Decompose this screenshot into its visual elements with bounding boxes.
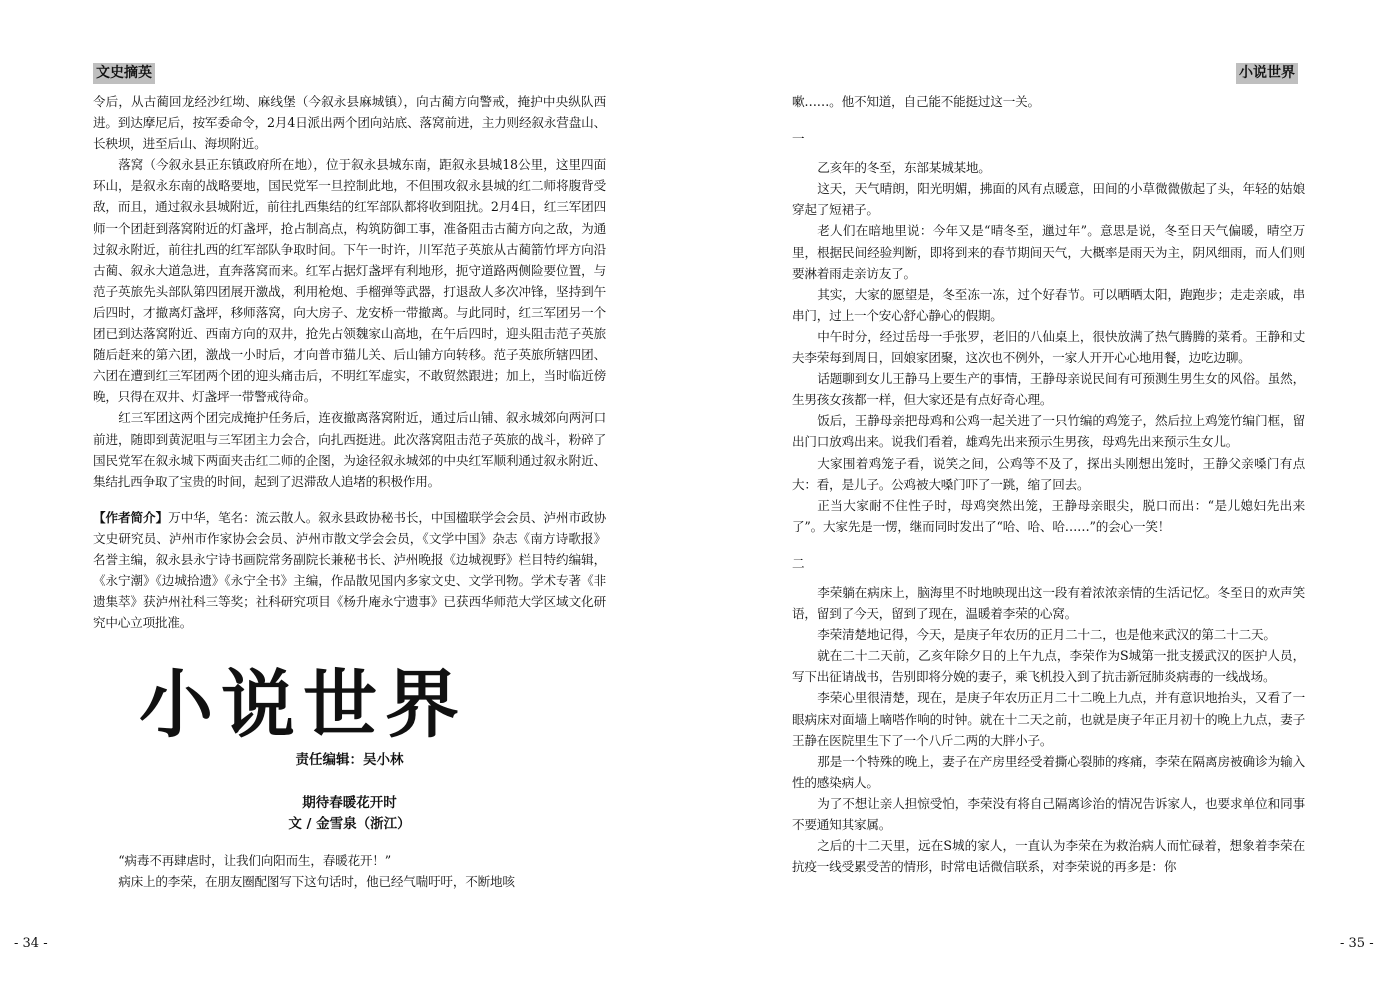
paragraph: 嗽……。他不知道，自己能不能挺过这一关。 [792, 94, 1040, 109]
editor-credit: 责任编辑：吴小林 [295, 752, 404, 768]
section-tag-left: 文史摘英 [93, 63, 155, 84]
paragraph: 其实，大家的愿望是，冬至冻一冻，过个好春节。可以晒晒太阳，跑跑步；走走亲戚，串串门，过上一个安心舒心静心的假期。 [792, 286, 1305, 323]
paragraph: 就在二十二天前，乙亥年除夕日的上午九点，李荣作为S城第一批支援武汉的医护人员，写下出征请战书，告别即将分娩的妻子，乘飞机投入到了抗击新冠肺炎病毒的一线战场。 [792, 648, 1305, 685]
paragraph: 红三军团这两个团完成掩护任务后，连夜撤离落窝附近，通过后山铺、叙永城郊向两河口前进，随即到黄泥咀与三军团主力会合，向扎西挺进。此次落窝阻击范子英旅的战斗，粉碎了国民党军在叙永城下两面夹击红二师的企图，为途径叙永城郊的中央红军顺利通过叙永附近、集结扎西争取了宝贵的时间，起到了迟滞敌人追堵的积极作用。 [93, 410, 606, 489]
column-logo [100, 662, 506, 746]
story-author: 文 / 金雪泉（浙江） [288, 816, 411, 832]
paragraph: “病毒不再肆虐时，让我们向阳而生，春暖花开！” [118, 853, 391, 868]
paragraph: 落窝（今叙永县正东镇政府所在地），位于叙永县城东南，距叙永县城18公里，这里四面环山，是叙永东南的战略要地，国民党军一旦控制此地，不但围攻叙永县城的红二师将腹背受敌，而且，通过叙永县城附近，前往扎西集结的红军部队都将收到阻扰。2月4日，红三军团四师一个团赶到落窝附近的灯盏坪，抢占制高点，构筑防御工事，准备阻击古蔺方向之敌，为通过叙永附近，前往扎西的红军部队争取时间。下午一时许，川军范子英旅从古蔺箭竹坪方向沿古蔺、叙永大道急进，直奔落窝而来。红军占据灯盏坪有利地形，扼守道路两侧险要位置，与范子英旅先头部队第四团展开激战，利用枪炮、手榴弹等武器，打退敌人多次冲锋，坚持到午后四时，才撤离灯盏坪，移师落窝，向大房子、龙安桥一带撤离。与此同时，红三军团另一个团已到达落窝附近、西南方向的双井，抢先占领魏家山高地，在午后四时，迎头阻击范子英旅随后赶来的第六团，激战一小时后，才向普市猫儿关、后山铺方向转移。范子英旅所辖四团、六团在遭到红三军团两个团的迎头痛击后，不明红军虚实，不敢贸然跟进；加上，当时临近傍晚，只得在双井、灯盏坪一带警戒待命。 [93, 157, 606, 405]
section-tag-right: 小说世界 [1236, 63, 1298, 84]
bio-label: 【作者简介】 [93, 509, 169, 525]
paragraph: 老人们在暗地里说：今年又是“晴冬至，邋过年”。意思是说，冬至日天气偏暖，晴空万里，根据民间经验判断，即将到来的春节期间天气，大概率是雨天为主，阴风细雨，而人们则要淋着雨走亲访友了。 [792, 223, 1305, 281]
story-title-block [93, 793, 606, 835]
paragraph: 话题聊到女儿王静马上要生产的事情，王静母亲说民间有可预测生男生女的风俗。虽然，生男孩女孩都一样，但大家还是有点好奇心理。 [792, 371, 1305, 408]
paragraph: 之后的十二天里，远在S城的家人，一直认为李荣在为救治病人而忙碌着，想象着李荣在抗疫一线受累受苦的情形，时常电话微信联系，对李荣说的再多是：你 [792, 838, 1305, 875]
author-bio [93, 507, 606, 634]
story-opening [93, 850, 606, 892]
page-number-left: - 34 - [14, 936, 48, 951]
article-body [93, 91, 606, 633]
paragraph: 大家围着鸡笼子看，说笑之间，公鸡等不及了，探出头刚想出笼时，王静父亲嗓门有点大：看，是儿子。公鸡被大嗓门吓了一跳，缩了回去。 [792, 455, 1305, 492]
paragraph: 中午时分，经过岳母一手张罗，老旧的八仙桌上，很快放满了热气腾腾的菜肴。王静和丈夫李荣每到周日，回娘家团聚，这次也不例外，一家人开开心心地用餐，边吃边聊。 [792, 328, 1305, 366]
paragraph: 正当大家耐不住性子时，母鸡突然出笼，王静母亲眼尖，脱口而出：“是儿媳妇先出来了”。大家先是一愣，继而同时发出了“哈、哈、哈……”的会心一笑！ [792, 497, 1305, 534]
paragraph: 这天，天气晴朗，阳光明媚，拂面的风有点暖意，田间的小草微微傲起了头，年轻的姑娘穿起了短裙子。 [792, 181, 1305, 218]
column-logo-text: 小说世界 [139, 662, 467, 746]
part-heading-1: 一 [792, 131, 805, 147]
paragraph: 李荣心里很清楚，现在，是庚子年农历正月二十二晚上九点，并有意识地抬头，又看了一眼病床对面墙上嘀嗒作响的时钟。就在十二天之前，也就是庚子年正月初十的晚上九点，妻子王静在医院里生下了一个八斤二两的大胖小子。 [792, 690, 1305, 748]
paragraph: 李荣躺在病床上，脑海里不时地映现出这一段有着浓浓亲情的生活记忆。冬至日的欢声笑语，留到了今天，留到了现在，温暖着李荣的心窝。 [792, 584, 1305, 622]
paragraph: 乙亥年的冬至，东部某城某地。 [817, 160, 991, 176]
paragraph: 饭后，王静母亲把母鸡和公鸡一起关进了一只竹编的鸡笼子，然后拉上鸡笼竹编门框，留出门口放鸡出来。说我们看着，雄鸡先出来预示生男孩，母鸡先出来预示生女儿。 [792, 413, 1305, 450]
paragraph: 为了不想让亲人担惊受怕，李荣没有将自己隔离诊治的情况告诉家人，也要求单位和同事不要通知其家属。 [792, 795, 1305, 832]
story-body [792, 91, 1305, 877]
paragraph: 病床上的李荣，在朋友圈配图写下这句话时，他已经气喘吁吁，不断地咳 [118, 874, 515, 890]
story-title: 期待春暖花开时 [302, 795, 397, 811]
page-number-right: - 35 - [1340, 936, 1374, 951]
bio-text: 万中华，笔名：流云散人。叙永县政协秘书长，中国楹联学会会员、泸州市政协文史研究员、泸州市作家协会会员、泸州市散文学会会员，《文学中国》杂志《南方诗歌报》名誉主编，叙永县永宁诗书画院常务副院长兼秘书长、泸州晚报《边城视野》栏目特约编辑，《永宁潮》《边城拾遗》《永宁全书》主编，作品散见国内多家文史、文学刊物。学术专著《非遗集萃》获泸州社科三等奖；社科研究项目《杨升庵永宁遗事》已获西华师范大学区域文化研究中心立项批准。 [93, 509, 606, 631]
paragraph: 那是一个特殊的晚上，妻子在产房里经受着撕心裂肺的疼痛，李荣在隔离房被确诊为输入性的感染病人。 [792, 753, 1305, 790]
paragraph: 李荣清楚地记得，今天，是庚子年农历的正月二十二，也是他来武汉的第二十二天。 [817, 627, 1276, 643]
part-heading-2: 二 [792, 555, 805, 571]
paragraph: 令后，从古蔺回龙经沙红坳、麻线堡（今叙永县麻城镇），向古蔺方向警戒，掩护中央纵队西进。到达摩尼后，按军委命令，2月4日派出两个团向站底、落窝前进，主力则经叙永营盘山、长秧坝，进至后山、海坝附近。 [93, 94, 606, 152]
